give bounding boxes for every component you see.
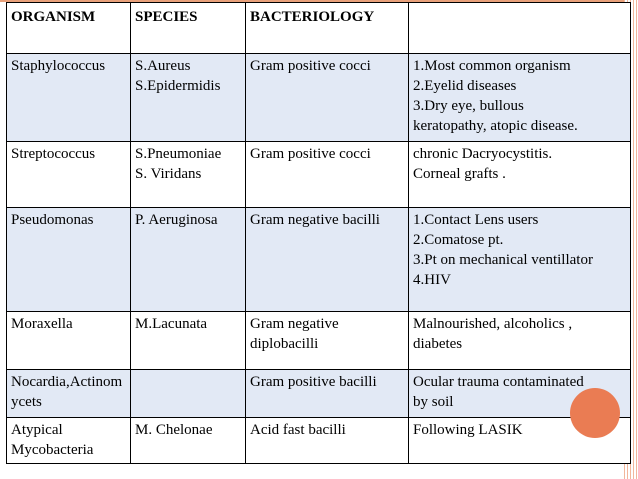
species-line: S. Viridans bbox=[135, 166, 202, 182]
bacteriology-text: Gram positive cocci bbox=[250, 58, 371, 74]
bacteriology-text: Gram negative bacilli bbox=[250, 212, 380, 228]
organism-text: Streptococcus bbox=[11, 146, 96, 162]
cell-organism bbox=[7, 142, 131, 208]
cell-bacteriology bbox=[246, 418, 409, 464]
cell-species bbox=[131, 142, 246, 208]
species-line: M.Lacunata bbox=[135, 316, 208, 332]
header-organism: ORGANISM bbox=[7, 3, 131, 54]
cell-species bbox=[131, 312, 246, 370]
table-row bbox=[7, 54, 631, 142]
table-row bbox=[7, 142, 631, 208]
header-bacteriology: BACTERIOLOGY bbox=[246, 3, 409, 54]
note-line: keratopathy, atopic disease. bbox=[413, 118, 578, 134]
bacteriology-text: Gram positive bacilli bbox=[250, 374, 377, 390]
organism-text: Staphylococcus bbox=[11, 58, 106, 74]
bacteriology-text: Gram negative diplobacilli bbox=[250, 316, 339, 352]
cell-organism bbox=[7, 312, 131, 370]
note-line: 3.Dry eye, bullous bbox=[413, 98, 524, 114]
cell-species bbox=[131, 54, 246, 142]
table-row bbox=[7, 312, 631, 370]
note-line: 1.Most common organism bbox=[413, 58, 571, 74]
table-row bbox=[7, 370, 631, 418]
cell-species bbox=[131, 208, 246, 312]
note-line: diabetes bbox=[413, 336, 463, 352]
organism-text: Atypical Mycobacteria bbox=[11, 422, 94, 458]
bacteriology-text: Gram positive cocci bbox=[250, 146, 371, 162]
cell-bacteriology bbox=[246, 312, 409, 370]
cell-notes bbox=[409, 312, 631, 370]
note-line: Malnourished, alcoholics , bbox=[413, 316, 573, 332]
cell-organism bbox=[7, 208, 131, 312]
bacteria-table bbox=[6, 2, 631, 464]
species-line: S.Pneumoniae bbox=[135, 146, 222, 162]
cell-bacteriology bbox=[246, 142, 409, 208]
table-row bbox=[7, 208, 631, 312]
note-line: 4.HIV bbox=[413, 272, 451, 288]
cell-organism bbox=[7, 54, 131, 142]
note-line: 2.Eyelid diseases bbox=[413, 78, 517, 94]
cell-organism bbox=[7, 418, 131, 464]
note-line: Following LASIK bbox=[413, 422, 523, 438]
cell-species bbox=[131, 418, 246, 464]
cell-bacteriology bbox=[246, 208, 409, 312]
cell-notes bbox=[409, 54, 631, 142]
note-line: Ocular trauma contaminated bbox=[413, 374, 584, 390]
note-line: Corneal grafts . bbox=[413, 166, 506, 182]
species-line: M. Chelonae bbox=[135, 422, 213, 438]
cell-organism bbox=[7, 370, 131, 418]
note-line: 3.Pt on mechanical ventillator bbox=[413, 252, 593, 268]
cell-notes bbox=[409, 142, 631, 208]
cell-bacteriology bbox=[246, 54, 409, 142]
note-line: by soil bbox=[413, 394, 454, 410]
organism-text: Nocardia,Actinomycets bbox=[11, 374, 123, 410]
species-line: S.Aureus bbox=[135, 58, 191, 74]
organism-text: Moraxella bbox=[11, 316, 73, 332]
decorative-orange-circle bbox=[570, 388, 620, 438]
table-row bbox=[7, 418, 631, 464]
species-line: S.Epidermidis bbox=[135, 78, 221, 94]
cell-bacteriology bbox=[246, 370, 409, 418]
note-line: 1.Contact Lens users bbox=[413, 212, 539, 228]
header-species: SPECIES bbox=[131, 3, 246, 54]
cell-notes bbox=[409, 208, 631, 312]
table-header-row bbox=[7, 3, 631, 54]
note-line: chronic Dacryocystitis. bbox=[413, 146, 553, 162]
species-line: P. Aeruginosa bbox=[135, 212, 218, 228]
cell-species bbox=[131, 370, 246, 418]
organism-text: Pseudomonas bbox=[11, 212, 94, 228]
bacteriology-text: Acid fast bacilli bbox=[250, 422, 346, 438]
header-notes bbox=[409, 3, 631, 54]
note-line: 2.Comatose pt. bbox=[413, 232, 504, 248]
